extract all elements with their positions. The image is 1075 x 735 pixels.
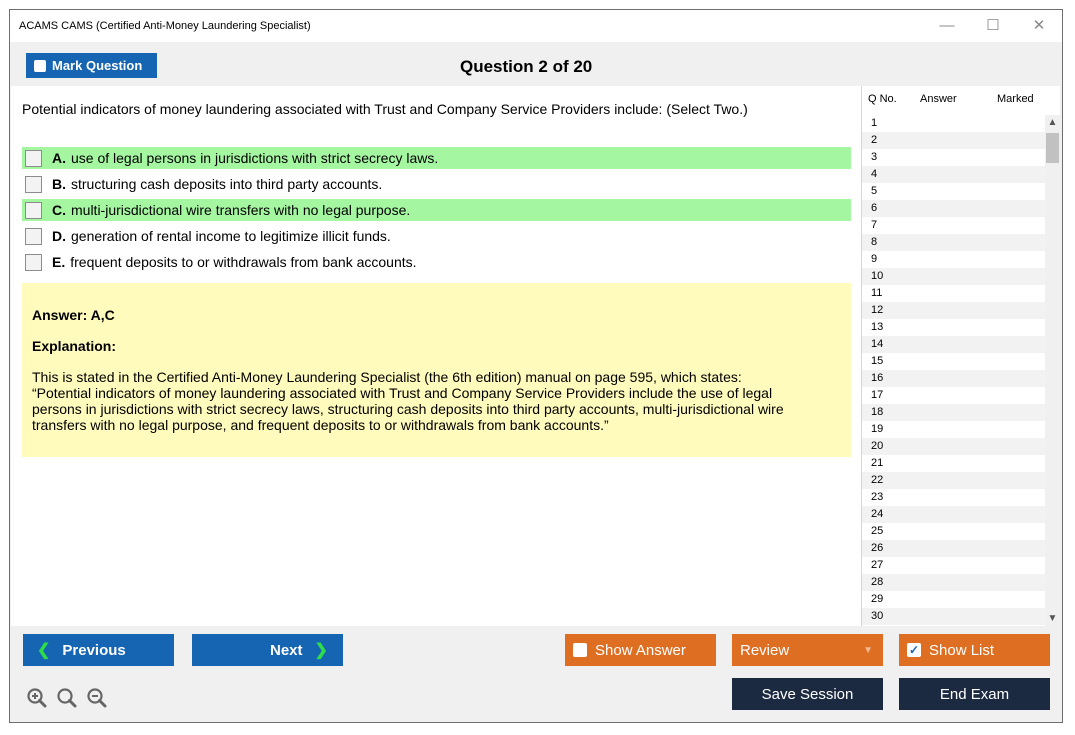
option-b-checkbox[interactable] [25,176,42,193]
question-list-row[interactable]: 9 [871,253,878,265]
question-list-row[interactable]: 25 [871,525,884,537]
question-panel [11,86,861,626]
show-list-button[interactable] [899,634,1050,666]
zoom-in-icon[interactable] [26,687,48,709]
explanation-line: “Potential indicators of money laundering associated with Trust and Company Service Providers include the use of legal [32,385,773,401]
option-d-letter: D. [52,228,66,244]
question-list-row[interactable]: 8 [862,234,1045,251]
question-list-row[interactable]: 1 [871,117,878,129]
answer-explanation-box [22,283,851,457]
question-list-row[interactable]: 10 [862,268,1045,285]
option-d-checkbox[interactable] [25,228,42,245]
explanation-line: persons in jurisdictions with strict secrecy laws, structuring cash deposits into third party accounts, multi-jurisdictional wire [32,401,784,417]
mark-question-button[interactable] [26,53,157,78]
question-list-row[interactable]: 26 [862,540,1045,557]
show-answer-checkbox[interactable] [573,643,587,657]
zoom-reset-icon[interactable] [56,687,78,709]
question-list-row[interactable]: 6 [862,200,1045,217]
option-b-text: structuring cash deposits into third party accounts. [71,176,383,192]
scroll-down-icon[interactable]: ▼ [1047,613,1058,624]
end-exam-label: End Exam [939,685,1010,703]
explanation-line: This is stated in the Certified Anti-Money Laundering Specialist (the 6th edition) manual on page 595, which states: [32,369,742,385]
question-list-row[interactable]: 21 [871,457,884,469]
option-c-letter: C. [52,202,66,218]
answer-column-header[interactable]: Answer [920,93,957,105]
question-list-row[interactable]: 14 [862,336,1045,353]
explanation-line: transfers with no legal purpose, and frequent deposits to or withdrawals from bank accounts.” [32,417,609,433]
previous-button[interactable] [23,634,174,666]
next-button[interactable] [192,634,343,666]
marked-column-header[interactable]: Marked [997,93,1034,105]
end-exam-button[interactable] [899,678,1050,710]
next-label: Next [270,641,303,659]
question-list-row[interactable]: 13 [871,321,884,333]
explanation-heading: Explanation: [32,338,117,354]
question-list-row[interactable]: 30 [862,608,1045,625]
show-list-label: Show List [929,641,995,659]
question-list-row[interactable]: 12 [862,302,1045,319]
question-list-row[interactable]: 4 [862,166,1045,183]
question-list-row[interactable]: 29 [871,593,884,605]
option-d[interactable] [22,225,851,247]
app-window [9,9,1063,723]
option-e[interactable] [22,251,851,273]
question-text: Potential indicators of money laundering associated with Trust and Company Service Providers include: (Select Two.) [22,101,748,117]
mark-question-checkbox[interactable] [34,60,46,72]
save-session-button[interactable] [732,678,883,710]
show-list-checkbox[interactable]: ✓ [908,643,920,657]
option-e-text: frequent deposits to or withdrawals from bank accounts. [70,254,417,270]
question-list-row[interactable]: 24 [862,506,1045,523]
question-list-row[interactable]: 2 [862,132,1045,149]
option-e-letter: E. [52,254,66,270]
review-dropdown[interactable] [732,634,883,666]
title-bar [10,10,1062,42]
question-list-row[interactable]: 19 [871,423,884,435]
chevron-down-icon: ▼ [863,644,873,656]
question-counter: Question 2 of 20 [460,57,593,76]
mark-question-label: Mark Question [52,58,143,73]
show-answer-label: Show Answer [595,641,686,659]
scroll-up-icon[interactable]: ▲ [1047,117,1058,128]
question-list-row[interactable]: 18 [862,404,1045,421]
question-list-row[interactable]: 28 [862,574,1045,591]
question-list-row[interactable]: 7 [871,219,878,231]
option-a-checkbox[interactable] [25,150,42,167]
question-list-row[interactable]: 16 [862,370,1045,387]
question-list-row[interactable]: 5 [871,185,878,197]
qno-column-header[interactable]: Q No. [868,93,897,105]
option-a-letter: A. [52,150,66,166]
option-b[interactable] [22,173,851,195]
maximize-button[interactable]: ☐ [986,17,1000,34]
question-list-scrollbar[interactable] [1045,115,1060,626]
option-c-checkbox[interactable] [25,202,42,219]
chevron-right-icon: ❯ [314,642,328,659]
review-label: Review [740,641,790,659]
option-e-checkbox[interactable] [25,254,42,271]
option-d-text: generation of rental income to legitimize illicit funds. [71,228,391,244]
question-list-row[interactable]: 15 [871,355,884,367]
question-list-panel [861,86,1060,626]
question-list-row[interactable]: 27 [871,559,884,571]
chevron-left-icon: ❮ [37,642,51,659]
window-title: ACAMS CAMS (Certified Anti-Money Laundering Specialist) [19,20,311,32]
option-a-text: use of legal persons in jurisdictions with strict secrecy laws. [71,150,439,166]
minimize-button[interactable]: — [939,17,955,34]
save-session-label: Save Session [761,685,854,703]
question-list-row[interactable]: 22 [862,472,1045,489]
question-list-row[interactable]: 11 [871,287,883,299]
scrollbar-thumb[interactable] [1046,133,1059,163]
question-list-header [862,86,1060,114]
question-list-row[interactable]: 20 [862,438,1045,455]
question-list-rows [862,115,1045,625]
previous-label: Previous [62,641,126,659]
question-list-row[interactable]: 23 [871,491,884,503]
question-list-row[interactable]: 3 [871,151,878,163]
explanation-text [32,369,832,433]
option-c[interactable] [22,199,851,221]
show-answer-button[interactable] [565,634,716,666]
option-b-letter: B. [52,176,66,192]
zoom-out-icon[interactable] [86,687,108,709]
close-button[interactable]: ✕ [1032,17,1046,34]
answer-text: Answer: A,C [32,307,115,323]
question-list-row[interactable]: 17 [871,389,884,401]
option-a[interactable] [22,147,851,169]
option-c-text: multi-jurisdictional wire transfers with no legal purpose. [71,202,411,218]
